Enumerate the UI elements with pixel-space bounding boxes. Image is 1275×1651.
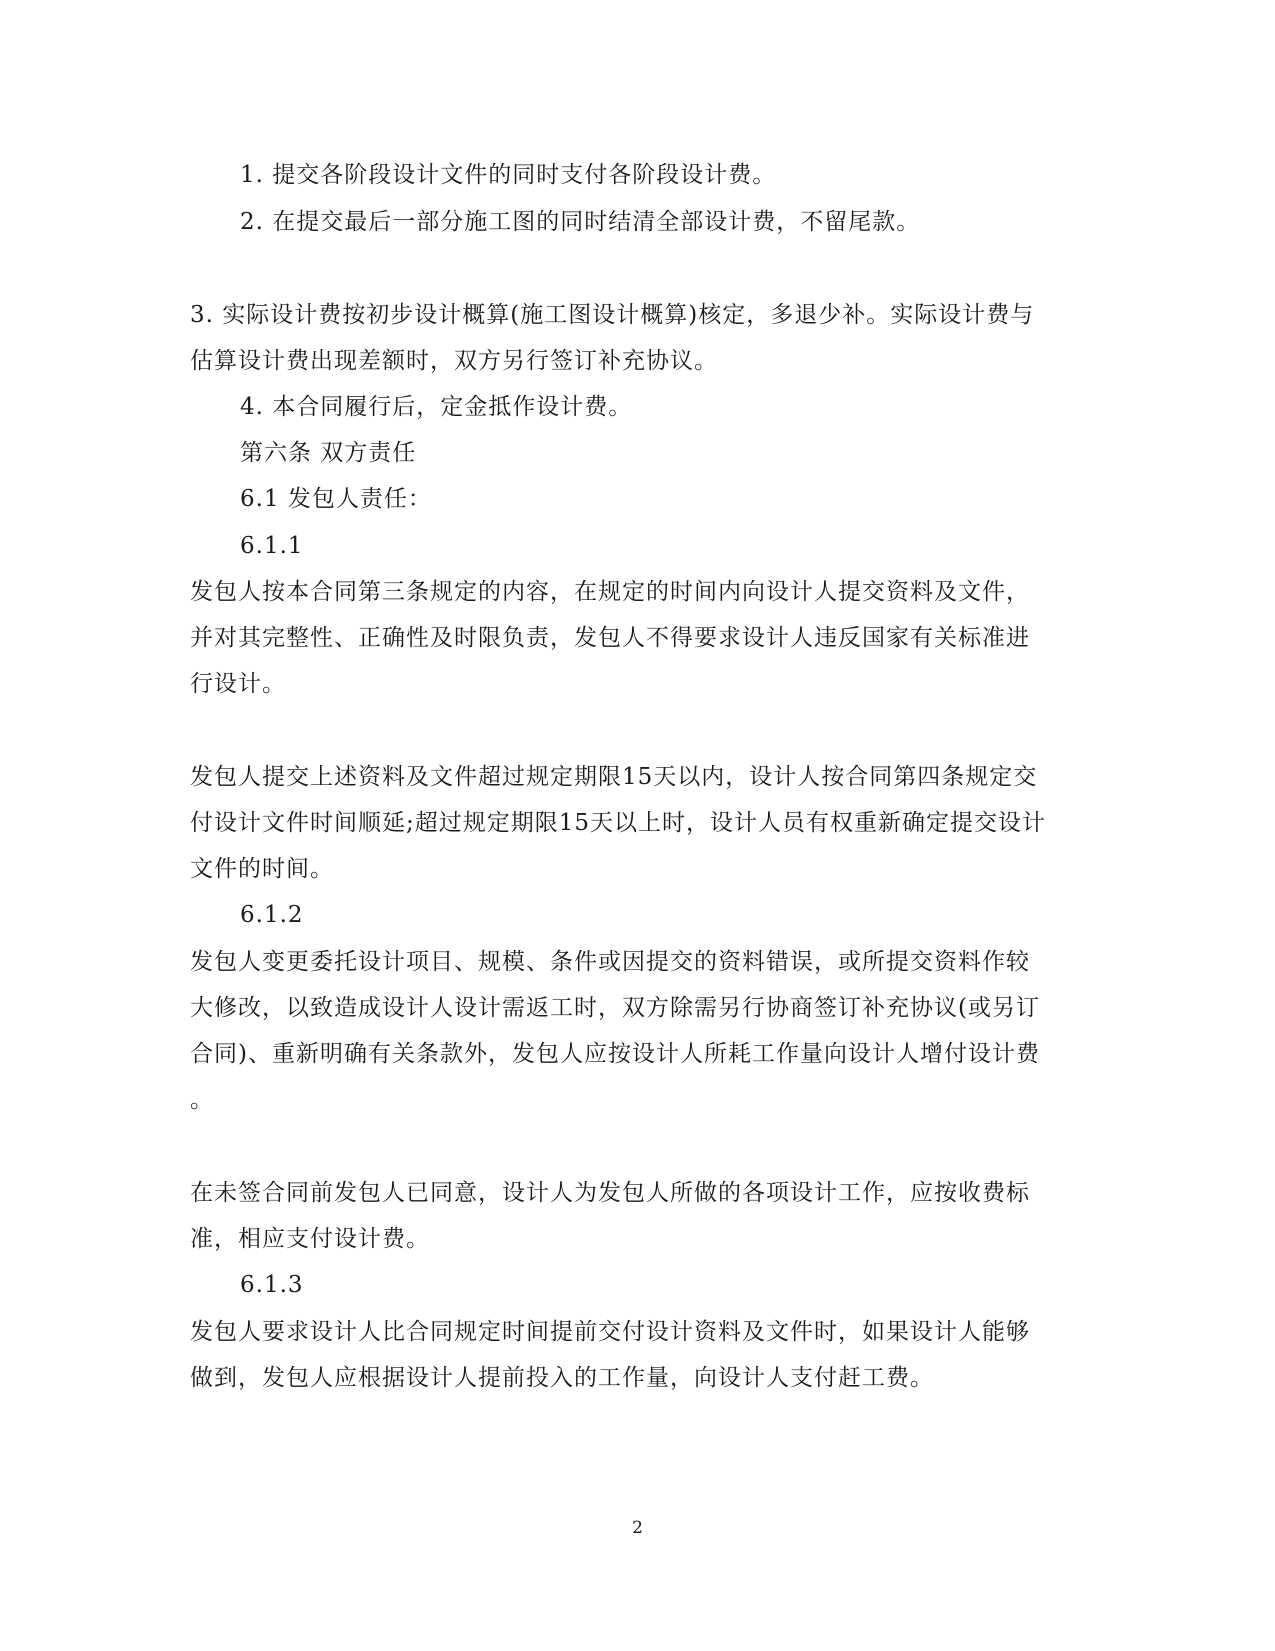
clause-6-1-2-para-2-line-2: 准，相应支付设计费。 — [190, 1226, 430, 1252]
clause-6-1-2-line-1: 发包人变更委托设计项目、规模、条件或因提交的资料错误，或所提交资料作较 — [190, 949, 1030, 975]
page-number: 2 — [632, 1518, 643, 1538]
clause-6-1-1-para-2-line-2: 付设计文件时间顺延;超过规定期限15天以上时，设计人员有权重新确定提交设计 — [190, 810, 1047, 836]
section-6-1-heading: 6.1 发包人责任： — [240, 486, 432, 512]
clause-6-1-1-para-2-line-3: 文件的时间。 — [190, 856, 334, 882]
clause-6-1-1-line-1: 发包人按本合同第三条规定的内容，在规定的时间内向设计人提交资料及文件， — [190, 579, 1030, 605]
clause-6-1-1-number: 6.1.1 — [240, 533, 304, 559]
payment-item-3-line-1: 3. 实际设计费按初步设计概算(施工图设计概算)核定，多退少补。实际设计费与 — [190, 302, 1035, 328]
clause-6-1-1-line-2: 并对其完整性、正确性及时限负责，发包人不得要求设计人违反国家有关标准进 — [190, 625, 1030, 651]
clause-6-1-1-line-3: 行设计。 — [190, 671, 286, 697]
payment-item-2: 2. 在提交最后一部分施工图的同时结清全部设计费，不留尾款。 — [240, 209, 921, 235]
clause-6-1-2-number: 6.1.2 — [240, 902, 304, 928]
clause-6-1-2-line-4: 。 — [190, 1087, 214, 1113]
payment-item-4: 4. 本合同履行后，定金抵作设计费。 — [240, 394, 633, 420]
clause-6-1-2-line-2: 大修改，以致造成设计人设计需返工时，双方除需另行协商签订补充协议(或另订 — [190, 995, 1040, 1021]
payment-item-1: 1. 提交各阶段设计文件的同时支付各阶段设计费。 — [240, 162, 777, 188]
clause-6-1-3-line-2: 做到，发包人应根据设计人提前投入的工作量，向设计人支付赶工费。 — [190, 1365, 934, 1391]
clause-6-1-2-line-3: 合同)、重新明确有关条款外，发包人应按设计人所耗工作量向设计人增付设计费 — [190, 1041, 1040, 1067]
clause-6-1-1-para-2-line-1: 发包人提交上述资料及文件超过规定期限15天以内，设计人按合同第四条规定交 — [190, 764, 1038, 790]
clause-6-1-3-number: 6.1.3 — [240, 1272, 304, 1298]
payment-item-3-line-2: 估算设计费出现差额时，双方另行签订补充协议。 — [190, 348, 718, 374]
clause-6-1-3-line-1: 发包人要求设计人比合同规定时间提前交付设计资料及文件时，如果设计人能够 — [190, 1319, 1030, 1345]
clause-6-1-2-para-2-line-1: 在未签合同前发包人已同意，设计人为发包人所做的各项设计工作，应按收费标 — [190, 1180, 1030, 1206]
article-6-heading: 第六条 双方责任 — [240, 440, 417, 466]
